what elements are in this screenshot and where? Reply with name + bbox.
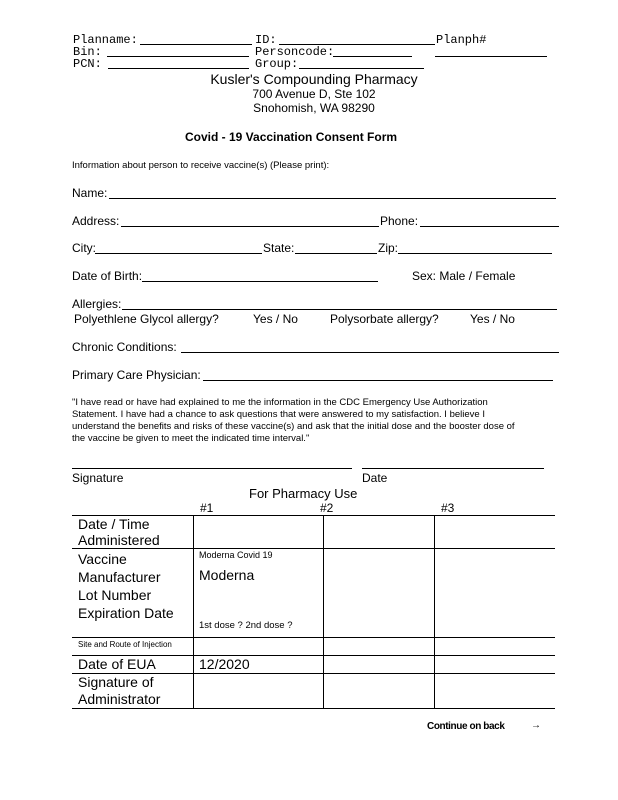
chronic-conditions-field[interactable] [181, 352, 559, 353]
eua-date-value: 12/2020 [199, 656, 250, 672]
plan-name-label: Planname: [73, 33, 138, 47]
date-time-label: Date / Time Administered [72, 516, 194, 549]
phone-field[interactable] [420, 226, 559, 227]
intro-text: Information about person to receive vaccine(s) (Please print): [72, 160, 330, 171]
pcn-field[interactable] [108, 68, 249, 69]
person-code-label: Personcode: [255, 45, 335, 59]
name-label: Name: [72, 186, 108, 200]
physician-field[interactable] [203, 380, 553, 381]
bin-field[interactable] [107, 56, 249, 57]
dob-label: Date of Birth: [72, 269, 143, 283]
plan-phone-label: Planph# [436, 33, 487, 47]
group-field[interactable] [299, 68, 424, 69]
plan-phone-field[interactable] [435, 56, 547, 57]
phone-label: Phone: [380, 214, 419, 228]
dose-options[interactable]: 1st dose ? 2nd dose ? [199, 620, 293, 631]
signature-field[interactable] [72, 468, 352, 469]
vaccine-info-label: Vaccine Manufacturer Lot Number Expiration Date [72, 549, 194, 638]
eua-date-cell-1[interactable] [194, 656, 324, 674]
dob-field[interactable] [142, 281, 378, 282]
address-label: Address: [72, 214, 120, 228]
address-field[interactable] [121, 226, 379, 227]
administrator-signature-cell-3[interactable] [435, 674, 556, 709]
peg-allergy-label: Polyethlene Glycol allergy? [74, 312, 219, 326]
eua-date-cell-3[interactable] [435, 656, 556, 674]
bin-label: Bin: [73, 45, 102, 59]
date-time-cell-3[interactable] [435, 516, 556, 549]
pharmacy-address-1: 700 Avenue D, Ste 102 [252, 87, 376, 101]
consent-line-3: understand the benefits and risks of these vaccine(s) and ask that the initial dose and the booster dose of [72, 421, 515, 432]
polysorbate-allergy-label: Polysorbate allergy? [330, 312, 439, 326]
column-1-header: #1 [200, 501, 214, 515]
person-code-field[interactable] [333, 56, 412, 57]
site-route-cell-3[interactable] [435, 638, 556, 656]
form-title: Covid - 19 Vaccination Consent Form [185, 130, 398, 144]
consent-line-4: the vaccine be given to meet the indicated time interval." [72, 433, 310, 444]
consent-line-1: "I have read or have had explained to me the information in the CDC Emergency Use Authorization [72, 397, 488, 408]
vaccine-info-cell-3[interactable] [435, 549, 556, 638]
signature-label: Signature [72, 471, 124, 485]
eua-date-label: Date of EUA [72, 656, 194, 674]
group-label: Group: [255, 57, 299, 71]
arrow-right-icon: → [531, 720, 541, 731]
column-3-header: #3 [441, 501, 455, 515]
pharmacy-use-table [72, 515, 555, 709]
allergies-label: Allergies: [72, 297, 122, 311]
plan-name-field[interactable] [140, 44, 252, 45]
vaccine-info-cell-1[interactable] [194, 549, 324, 638]
state-field[interactable] [295, 253, 377, 254]
peg-allergy-options[interactable]: Yes / No [253, 312, 298, 326]
administrator-signature-label: Signature of Administrator [72, 674, 194, 709]
site-route-label: Site and Route of Injection [72, 638, 194, 656]
allergies-field[interactable] [122, 309, 557, 310]
zip-field[interactable] [398, 253, 552, 254]
date-field[interactable] [362, 468, 544, 469]
administrator-signature-cell-2[interactable] [324, 674, 435, 709]
continue-on-back: Continue on back [427, 721, 505, 732]
eua-date-cell-2[interactable] [324, 656, 435, 674]
physician-label: Primary Care Physician: [72, 368, 201, 382]
site-route-cell-2[interactable] [324, 638, 435, 656]
site-route-cell-1[interactable] [194, 638, 324, 656]
chronic-conditions-label: Chronic Conditions: [72, 340, 177, 354]
sex-options[interactable]: Sex: Male / Female [412, 269, 516, 283]
manufacturer-value: Moderna [199, 567, 255, 583]
date-label: Date [362, 471, 388, 485]
vaccine-value: Moderna Covid 19 [199, 550, 273, 560]
table-row [72, 549, 555, 638]
table-row [72, 656, 555, 674]
pharmacy-name: Kusler's Compounding Pharmacy [210, 71, 418, 87]
id-label: ID: [255, 33, 277, 47]
date-time-cell-1[interactable] [194, 516, 324, 549]
name-field[interactable] [109, 198, 556, 199]
pharmacy-use-title: For Pharmacy Use [249, 486, 358, 501]
date-time-cell-2[interactable] [324, 516, 435, 549]
pcn-label: PCN: [73, 57, 102, 71]
polysorbate-allergy-options[interactable]: Yes / No [470, 312, 515, 326]
administrator-signature-cell-1[interactable] [194, 674, 324, 709]
table-row [72, 638, 555, 656]
column-2-header: #2 [320, 501, 334, 515]
consent-line-2: Statement. I have had a chance to ask questions that were answered to my satisfaction. I believe I [72, 409, 485, 420]
city-label: City: [72, 241, 96, 255]
pharmacy-address-2: Snohomish, WA 98290 [253, 101, 375, 115]
zip-label: Zip: [378, 241, 399, 255]
state-label: State: [263, 241, 295, 255]
city-field[interactable] [95, 253, 262, 254]
vaccine-info-cell-2[interactable] [324, 549, 435, 638]
table-row [72, 516, 555, 549]
table-row [72, 674, 555, 709]
